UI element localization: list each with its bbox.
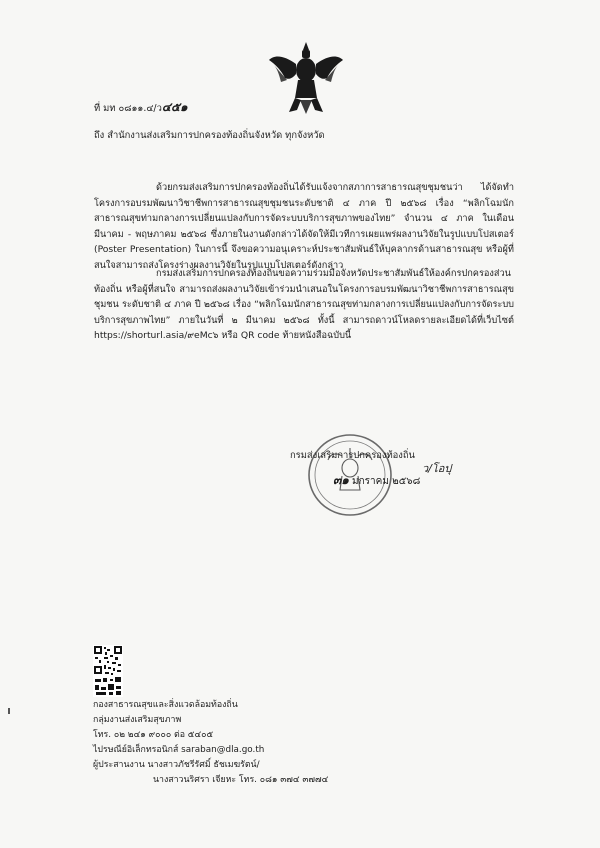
contact-footer xyxy=(93,698,328,788)
garuda-emblem-icon xyxy=(267,40,345,116)
signing-date xyxy=(333,471,420,490)
document-number-handwritten: ๔๕๑ xyxy=(161,100,188,114)
margin-mark xyxy=(8,708,10,714)
footer-division: กองสาธารณสุขและสิ่งแวดล้อมท้องถิ่น xyxy=(93,700,238,710)
body-paragraph-1: ด้วยกรมส่งเสริมการปกครองท้องถิ่นได้รับแจ้งจากสภาการสาธารณสุขชุมชนว่า ได้จัดทำโครงการอบรมพัฒนาวิชาชีพการสาธารณสุขชุมชนระดับชาติ ๔ ภาค ปี ๒๕๖๘ เรื่อง “พลิกโฉมนักสาธารณสุขท่ามกลางการเปลี่ยนแปลงกับการจัดระบบบริการสุขภาพของไทย” จำนวน ๔ ภาค ในเดือนมีนาคม - พฤษภาคม ๒๕๖๘ ซึ่งภายในงานดังกล่าวได้จัดให้มีเวทีการเผยแพร่ผลงานวิจัยในรูปแบบโปสเตอร์ (Poster Presentation) ในการนี้ จึงขอความอนุเคราะห์ประชาสัมพันธ์ให้บุคลากรด้านสาธารณสุข หรือผู้ที่สนใจสามารถส่งโครงร่างผลงานวิจัยในรูปแบบโปสเตอร์ดังกล่าว xyxy=(94,182,514,271)
signing-date-month-year: มกราคม ๒๕๖๘ xyxy=(352,476,421,487)
handwritten-signature: ว/โอปุ xyxy=(422,462,452,475)
recipient-line: ถึง สำนักงานส่งเสริมการปกครองท้องถิ่นจังหวัด ทุกจังหวัด xyxy=(94,130,325,141)
footer-coordinator-2: นางสาวนริศรา เจียหะ โทร. ๐๘๑ ๓๗๔ ๓๗๗๔ xyxy=(153,775,329,785)
document-number xyxy=(94,101,188,115)
signing-department: กรมส่งเสริมการปกครองท้องถิ่น xyxy=(290,450,415,461)
signing-date-day: ๓๑ xyxy=(333,473,349,487)
qr-code-icon xyxy=(93,645,123,697)
footer-phone: โทร. ๐๒ ๒๔๑ ๙๐๐๐ ต่อ ๕๔๐๕ xyxy=(93,730,214,740)
footer-email: ไปรษณีย์อิเล็กทรอนิกส์ saraban@dla.go.th xyxy=(93,745,265,755)
footer-coordinator-1: ผู้ประสานงาน นางสาวภัชรีรัศมิ์ ธัชเมฆรัตน์/ xyxy=(93,760,260,770)
document-number-prefix: ที่ มท ๐๘๑๑.๔/ว xyxy=(94,103,162,114)
footer-group: กลุ่มงานส่งเสริมสุขภาพ xyxy=(93,715,182,725)
body-paragraph-2: กรมส่งเสริมการปกครองท้องถิ่นขอความร่วมมือจังหวัดประชาสัมพันธ์ให้องค์กรปกครองส่วนท้องถิ่น หรือผู้ที่สนใจ สามารถส่งผลงานวิจัยเข้าร่วมนำเสนอในโครงการอบรมพัฒนาวิชาชีพการสาธารณสุขชุมชน ระดับชาติ ๔ ภาค ปี ๒๕๖๘ เรื่อง “พลิกโฉมนักสาธารณสุขท่ามกลางการเปลี่ยนแปลงกับการจัดระบบบริการสุขภาพไทย” ภายในวันที่ ๒ มีนาคม ๒๕๖๘ ทั้งนี้ สามารถดาวน์โหลดรายละเอียดได้ที่เว็บไซต์ https://shorturl.asia/๙eMc๖ หรือ QR code ท้ายหนังสือฉบับนี้ xyxy=(94,268,514,341)
